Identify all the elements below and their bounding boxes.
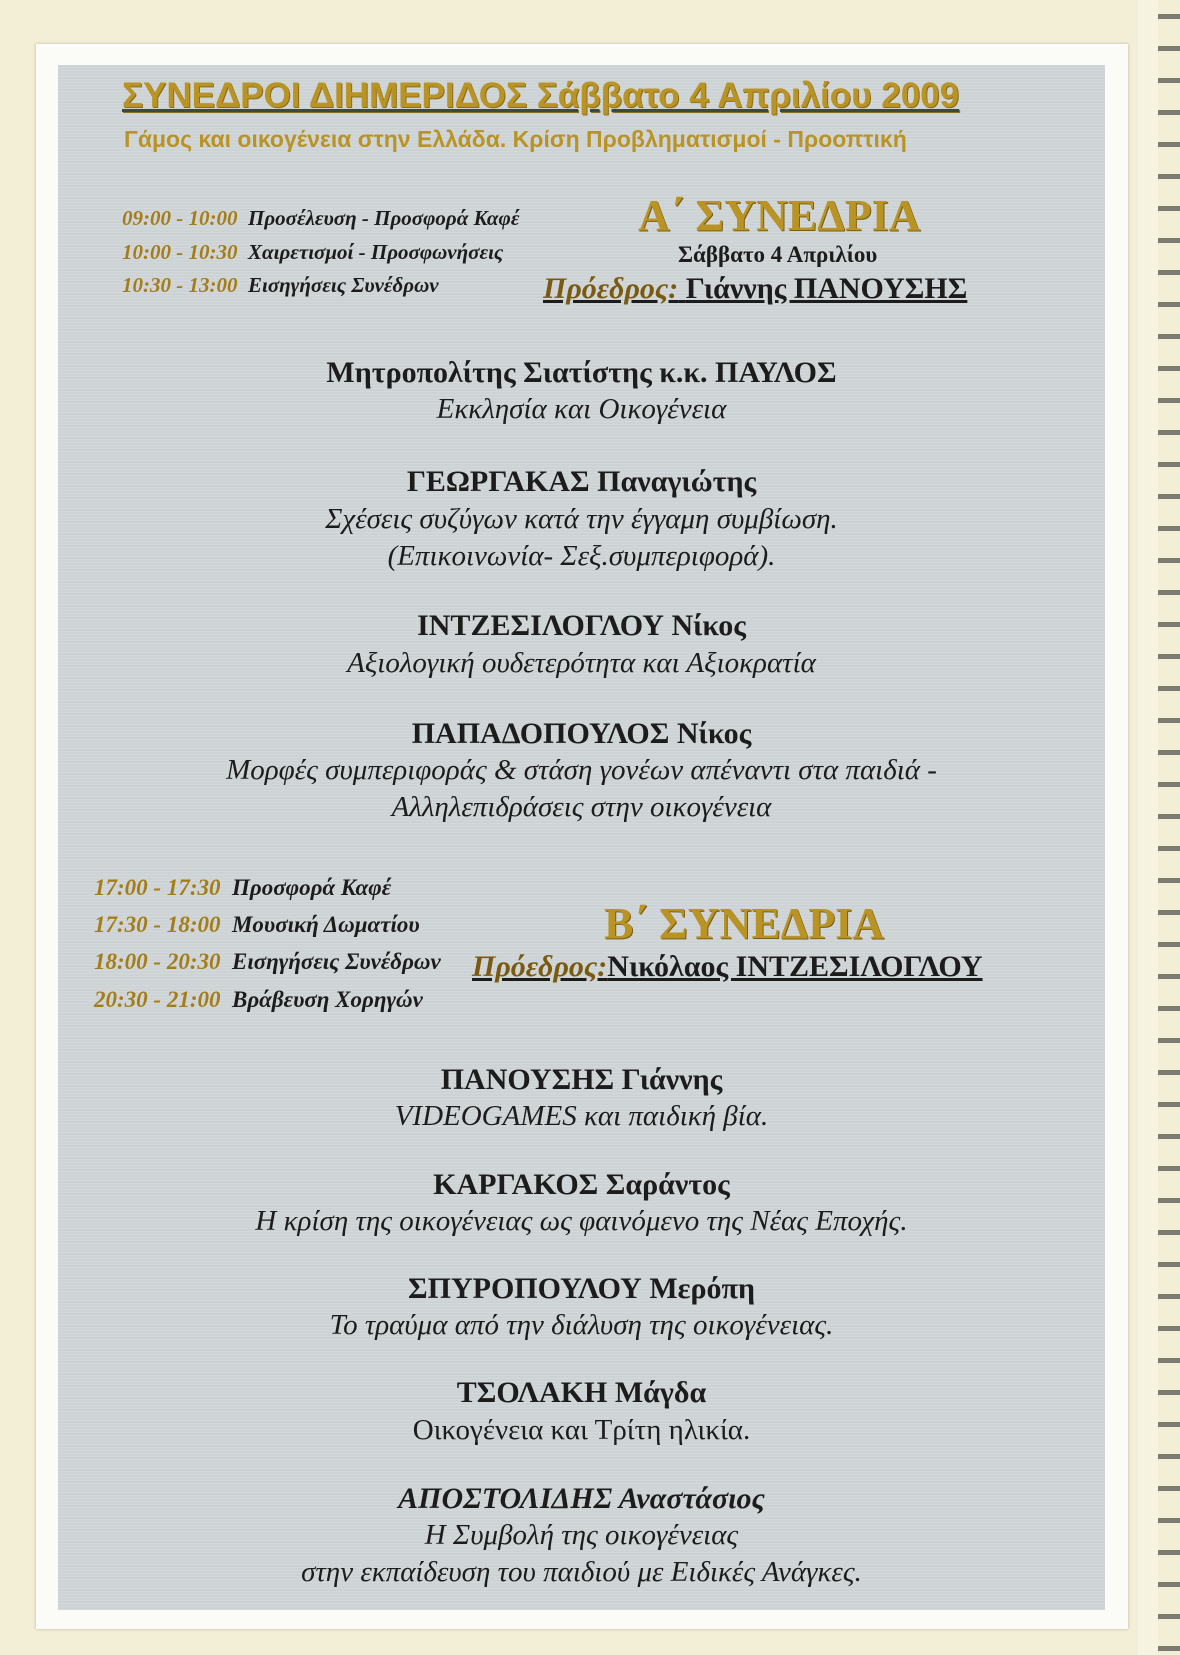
spiral-binding <box>1158 0 1180 1655</box>
speaker-name: ΙΝΤΖΕΣΙΛΟΓΛΟΥ Νίκος <box>417 609 746 642</box>
schedule-item: 09:00 - 10:00 Προσέλευση - Προσφορά Καφέ <box>122 206 520 230</box>
session-b-chair: Πρόεδρος:Νικόλαος ΙΝΤΖΕΣΙΛΟΓΛΟΥ <box>472 950 983 983</box>
speaker-name: Μητροπολίτης Σιατίστης κ.κ. ΠΑΥΛΟΣ <box>326 356 837 389</box>
talk-topic: Η Συμβολή της οικογένειας <box>424 1519 739 1551</box>
session-a-title: Α΄ ΣΥΝΕΔΡΙΑ <box>638 191 921 240</box>
speaker-name: ΓΕΩΡΓΑΚΑΣ Παναγιώτης <box>406 465 757 498</box>
talk-topic: Οικογένεια και Τρίτη ηλικία. <box>412 1414 751 1446</box>
talk-topic: Σχέσεις συζύγων κατά την έγγαμη συμβίωση. <box>325 503 838 535</box>
talk-topic: Εκκλησία και Οικογένεια <box>436 393 727 425</box>
schedule-item: 10:00 - 10:30 Χαιρετισμοί - Προσφωνήσεις <box>122 240 504 264</box>
talk-topic: Το τραύμα από την διάλυση της οικογένειας. <box>329 1309 834 1341</box>
speaker-name: ΠΑΠΑΔΟΠΟΥΛΟΣ Νίκος <box>411 717 752 750</box>
speaker-name: ΤΣΟΛΑΚΗ Μάγδα <box>456 1376 707 1409</box>
talk-topic: (Επικοινωνία- Σεξ.συμπεριφορά). <box>387 540 776 572</box>
session-a-chair: Πρόεδρος: Γιάννης ΠΑΝΟΥΣΗΣ <box>543 272 968 305</box>
talk-topic: Μορφές συμπεριφοράς & στάση γονέων απέναντι στα παιδιά - <box>226 754 937 786</box>
speaker-name: ΣΠΥΡΟΠΟΥΛΟΥ Μερόπη <box>408 1272 755 1305</box>
speaker-name: ΠΑΝΟΥΣΗΣ Γιάννης <box>440 1063 723 1096</box>
talk-topic: VIDEOGAMES και παιδική βία. <box>394 1100 769 1132</box>
schedule-item: 17:30 - 18:00 Μουσική Δωματίου <box>94 912 420 937</box>
speaker-name: ΑΠΟΣΤΟΛΙΔΗΣ Αναστάσιος <box>398 1482 765 1515</box>
page-title: ΣΥΝΕΔΡΟΙ ΔΙΗΜΕΡΙΔΟΣ Σάββατο 4 Απριλίου 2009 <box>122 76 960 115</box>
speaker-name: ΚΑΡΓΑΚΟΣ Σαράντος <box>433 1168 730 1201</box>
session-b-title: Β΄ ΣΥΝΕΔΡΙΑ <box>604 899 885 948</box>
schedule-item: 17:00 - 17:30 Προσφορά Καφέ <box>94 875 392 900</box>
talk-topic: Αλληλεπιδράσεις στην οικογένεια <box>391 791 772 823</box>
talk-topic: Αξιολογική ουδετερότητα και Αξιοκρατία <box>347 647 816 679</box>
page-edge <box>1138 0 1158 1655</box>
talk-topic: στην εκπαίδευση του παιδιού με Ειδικές Ανάγκες. <box>301 1556 862 1588</box>
schedule-item: 10:30 - 13:00 Εισηγήσεις Συνέδρων <box>122 273 439 297</box>
page-subtitle: Γάμος και οικογένεια στην Ελλάδα. Κρίση Προβληματισμοί - Προοπτική <box>124 126 907 152</box>
schedule-item: 20:30 - 21:00 Βράβευση Χορηγών <box>94 987 423 1012</box>
session-a-date: Σάββατο 4 Απριλίου <box>678 242 878 267</box>
schedule-item: 18:00 - 20:30 Εισηγήσεις Συνέδρων <box>94 949 441 974</box>
talk-topic: Η κρίση της οικογένειας ως φαινόμενο της Νέας Εποχής. <box>255 1205 908 1237</box>
